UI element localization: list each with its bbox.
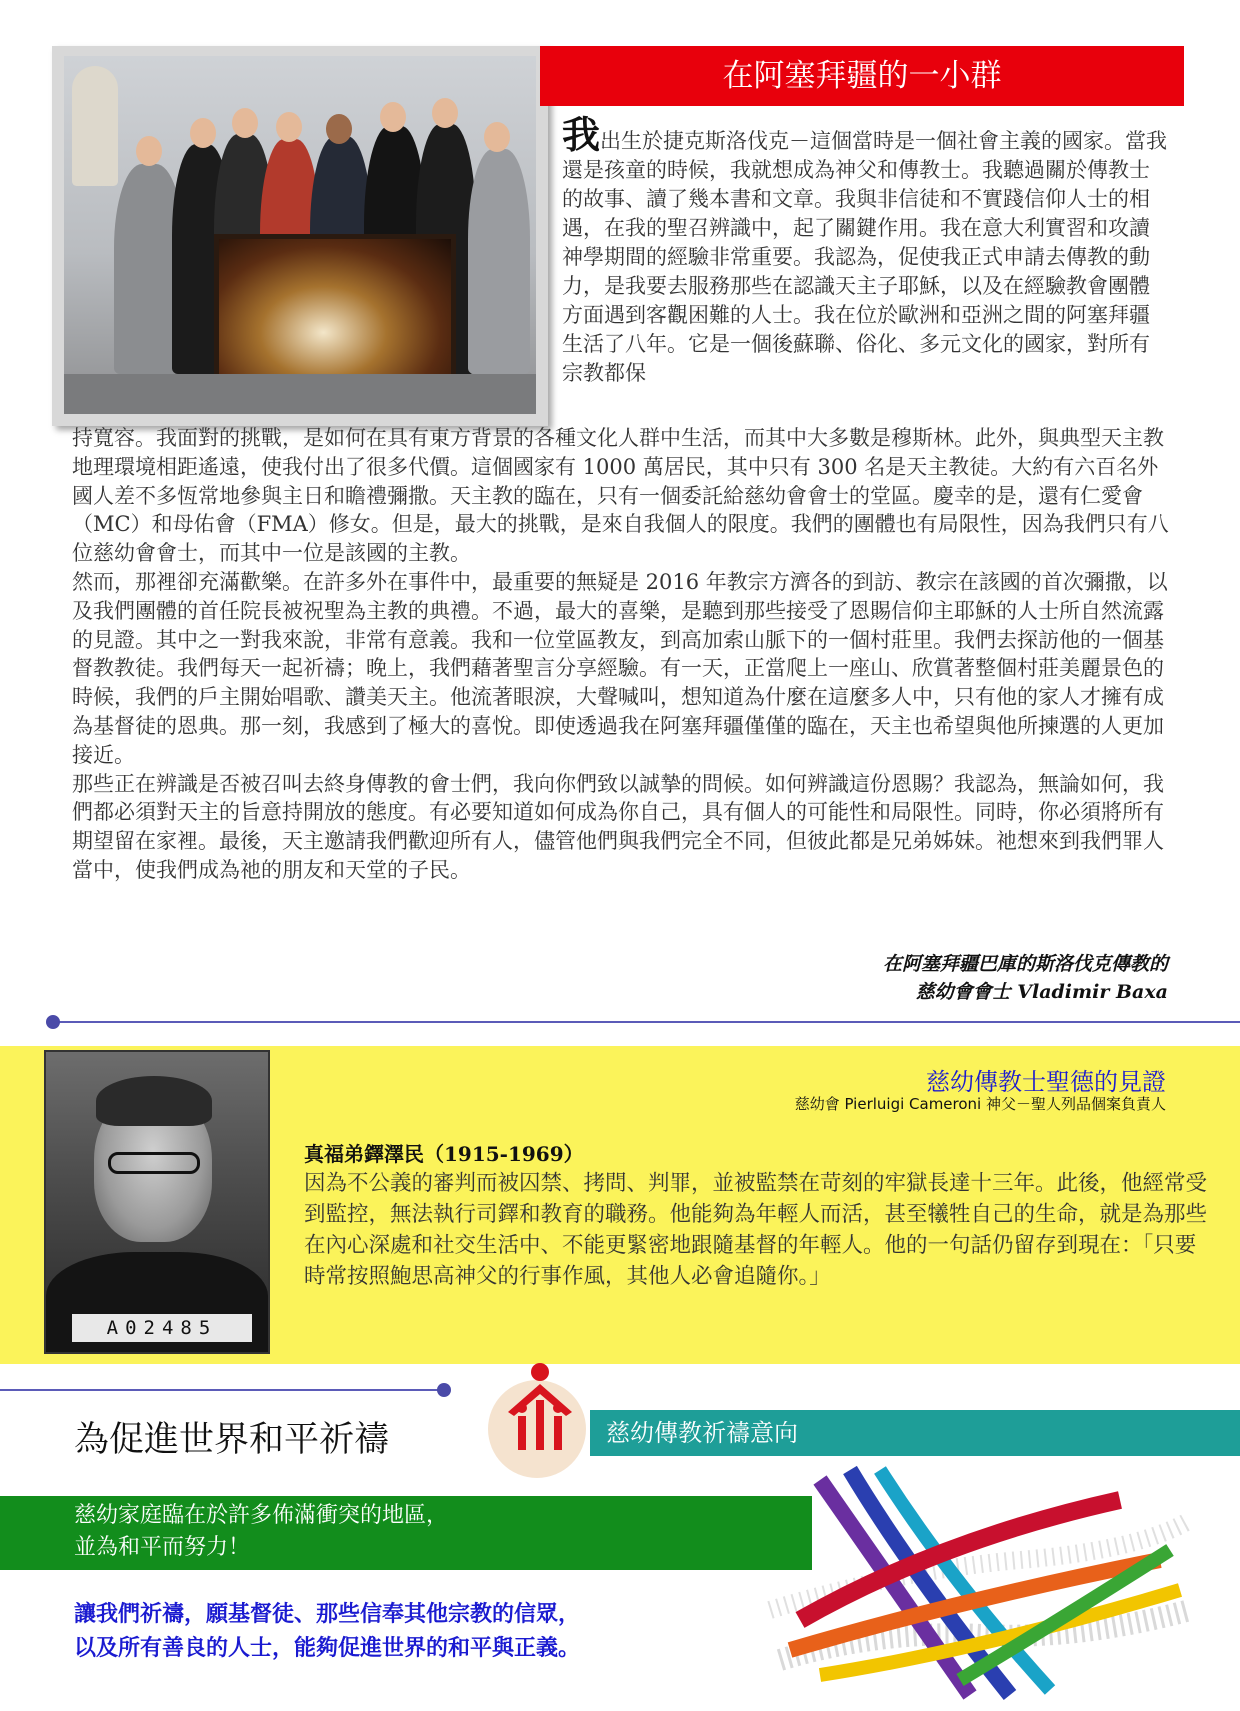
article-intro xyxy=(562,112,1168,388)
green-banner-text xyxy=(74,1500,448,1564)
article-paragraph-1: 持寬容。我面對的挑戰，是如何在具有東方背景的各種文化人群中生活，而其中大多數是穆斯林。此外，與典型天主教地理環境相距遙遠，使我付出了很多代價。這個國家有 1000 萬居民，其中只有 300 名是天主教徒。大約有六百名外國人差不多恆常地參與主日和瞻禮彌撒。天主教的臨在，只有一個委託給慈幼會會士的堂區。慶幸的是，還有仁愛會（MC）和母佑會（FMA）修女。但是，最大的挑戰，是來自我個人的限度。我們的團體也有局限性，因為我們只有八位慈幼會會士，而其中一位是該國的主教。 xyxy=(72,426,1169,566)
group-photo xyxy=(52,46,548,426)
signature-line-2: 慈幼會會士 Vladimir Baxa xyxy=(915,981,1168,1003)
section-divider-1 xyxy=(52,1021,1240,1023)
testimony-author: 慈幼會 Pierluigi Cameroni 神父－聖人列品個案負責人 xyxy=(794,1095,1166,1113)
salesian-logo-icon xyxy=(500,1360,580,1456)
drop-cap: 我 xyxy=(562,112,601,157)
prisoner-number: A02485 xyxy=(72,1314,252,1342)
blessed-name: 真福弟鐸澤民（1915-1969） xyxy=(304,1142,584,1166)
statue-figure xyxy=(72,66,118,186)
green-line-1: 慈幼家庭臨在於許多佈滿衝突的地區， xyxy=(74,1503,449,1528)
article-intro-text: 出生於捷克斯洛伐克－這個當時是一個社會主義的國家。當我還是孩童的時候，我就想成為神父和傳教士。我聽過關於傳教士的故事、讀了幾本書和文章。我與非信徒和不實踐信仰人士的相遇，在我的聖召辨識中，起了關鍵作用。我在意大利實習和攻讀神學期間的經驗非常重要。我認為，促使我正式申請去傳教的動力，是我要去服務那些在認識天主子耶穌，以及在經驗教會團體方面遇到客觀困難的人士。我在位於歐洲和亞洲之間的阿塞拜疆生活了八年。它是一個後蘇聯、俗化、多元文化的國家，對所有宗教都保 xyxy=(562,129,1168,385)
intention-line-1: 讓我們祈禱，願基督徒、那些信奉其他宗教的信眾， xyxy=(74,1602,581,1627)
prayer-title: 為促進世界和平祈禱 xyxy=(74,1420,390,1460)
portrait-photo xyxy=(44,1050,270,1354)
divider-dot-icon xyxy=(46,1015,60,1029)
green-line-2: 並為和平而努力！ xyxy=(74,1535,251,1560)
article-paragraph-3: 那些正在辨識是否被召叫去終身傳教的會士們，我向你們致以誠摯的問候。如何辨識這份恩賜？我認為，無論如何，我們都必須對天主的旨意持開放的態度。有必要知道如何成為你自己，具有個人的可能性和局限性。同時，你必須將所有期望留在家裡。最後，天主邀請我們歡迎所有人，儘管他們與我們完全不同，但彼此都是兄弟姊妹。祂想來到我們罪人當中，使我們成為祂的朋友和天堂的子民。 xyxy=(72,771,1164,882)
intention-line-2: 以及所有善良的人士，能夠促進世界的和平與正義。 xyxy=(74,1636,581,1661)
testimony-title: 慈幼傳教士聖德的見證 xyxy=(926,1068,1166,1096)
prayer-intention xyxy=(74,1598,580,1666)
testimony-text: 因為不公義的審判而被囚禁、拷問、判罪，並被監禁在苛刻的牢獄長達十三年。此後，他經常受到監控，無法執行司鐸和教育的職務。他能夠為年輕人而活，甚至犧牲自己的生命，就是為那些在內心深處和社交生活中、不能更緊密地跟隨基督的年輕人。他的一句話仍留存到現在：「只要時常按照鮑思高神父的行事作風，其他人必會追隨你。」 xyxy=(304,1171,1208,1289)
article-paragraph-2: 然而，那裡卻充滿歡樂。在許多外在事件中，最重要的無疑是 2016 年教宗方濟各的到訪、教宗在該國的首次彌撒，以及我們團體的首任院長被祝聖為主教的典禮。不過，最大的喜樂，是聽到那些接受了恩賜信仰主耶穌的人士所自然流露的見證。其中之一對我來說，非常有意義。我和一位堂區教友，到高加索山脈下的一個村莊里。我們去探訪他的一個基督教教徒。我們每天一起祈禱；晚上，我們藉著聖言分享經驗。有一天，正當爬上一座山、欣賞著整個村莊美麗景色的時候，我們的戶主開始唱歌、讚美天主。他流著眼淚，大聲喊叫，想知道為什麼在這麼多人中，只有他的家人才擁有成為基督徒的恩典。那一刻，我感到了極大的喜悅。即使透過我在阿塞拜疆僅僅的臨在，天主也希望與他所揀選的人更加接近。 xyxy=(72,569,1168,767)
section-divider-2 xyxy=(0,1389,442,1391)
article-body xyxy=(72,424,1170,885)
signature-line-1: 在阿塞拜疆巴庫的斯洛伐克傳教的 xyxy=(882,953,1168,975)
article-title: 在阿塞拜疆的一小群 xyxy=(540,46,1184,106)
prayer-banner-label: 慈幼傳教祈禱意向 xyxy=(606,1419,798,1447)
peace-ribbons-graphic xyxy=(760,1460,1200,1705)
article-signature xyxy=(883,950,1168,1006)
divider-dot-icon xyxy=(437,1383,451,1397)
